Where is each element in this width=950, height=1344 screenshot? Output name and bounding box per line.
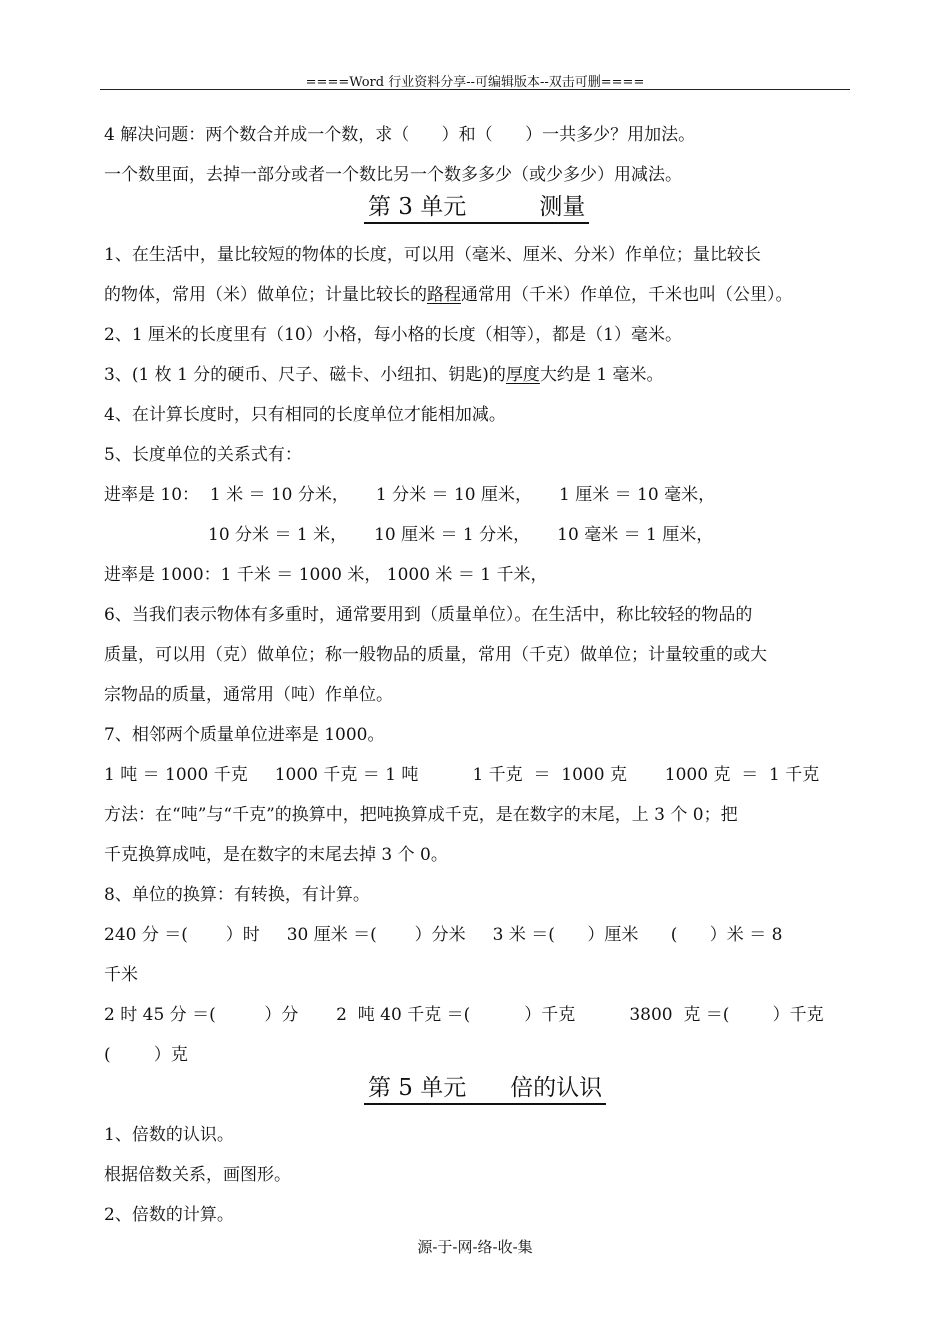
u3-line-2-part-a: 的物体，常用（米）做单位；计量比较长的 [104, 285, 427, 305]
u3-line-10: 6、当我们表示物体有多重时，通常要用到（质量单位）。在生活中，称比较轻的物品的 [104, 605, 753, 625]
u3-line-7: 进率是 10： 1 米 ＝ 10 分米， 1 分米 ＝ 10 厘米， 1 厘米 ＝ 10 毫米， [104, 485, 716, 505]
intro-line-2: 一个数里面，去掉一部分或者一个数比另一个数多多少（或少多少）用减法。 [104, 165, 682, 185]
u3-line-2-part-c: 通常用（千米）作单位，千米也叫（公里）。 [461, 285, 793, 305]
u3-line-16: 千克换算成吨，是在数字的末尾去掉 3 个 0。 [104, 845, 448, 865]
u3-line-4-part-a: 3、(1 枚 1 分的硬币、尺子、磁卡、小纽扣、钥匙)的 [104, 365, 506, 385]
u3-line-1: 1、在生活中，量比较短的物体的长度，可以用（毫米、厘米、分米）作单位；量比较长 [104, 245, 761, 265]
u3-line-3: 2、1 厘米的长度里有（10）小格，每小格的长度（相等），都是（1）毫米。 [104, 325, 682, 345]
underlined-term-houdu: 厚度 [505, 365, 540, 385]
u3-line-17: 8、单位的换算：有转换，有计算。 [104, 885, 370, 905]
u3-line-18: 240 分 ＝( ）时 30 厘米 ＝( ）分米 3 米 ＝( ）厘米 ( ）米 ＝ 8 [104, 925, 783, 945]
u3-line-4 [104, 364, 664, 386]
u3-line-5: 4、在计算长度时，只有相同的长度单位才能相加减。 [104, 405, 506, 425]
u3-line-11: 质量，可以用（克）做单位；称一般物品的质量，常用（千克）做单位；计量较重的或大 [104, 645, 767, 665]
header-rule [100, 89, 850, 90]
u3-line-19: 千米 [104, 965, 138, 985]
unit5-title: 第 5 单元 倍的认识 [364, 1074, 606, 1105]
u5-line-3: 2、倍数的计算。 [104, 1205, 234, 1225]
u3-line-14: 1 吨 ＝ 1000 千克 1000 千克 ＝ 1 吨 1 千克 ＝ 1000 克 1000 克 ＝ 1 千克 [104, 765, 820, 785]
u3-line-20: 2 时 45 分 ＝( ）分 2 吨 40 千克 ＝( ）千克 3800 克 ＝( ）千克 [104, 1005, 824, 1025]
u3-line-12: 宗物品的质量，通常用（吨）作单位。 [104, 685, 393, 705]
intro-line-1: 4 解决问题：两个数合并成一个数，求（ ）和（ ）一共多少？用加法。 [104, 125, 696, 145]
underlined-term-luchen: 路程 [427, 285, 461, 305]
u3-line-8: 10 分米 ＝ 1 米， 10 厘米 ＝ 1 分米， 10 毫米 ＝ 1 厘米， [208, 525, 714, 545]
u3-line-2 [104, 284, 793, 306]
u3-line-4-part-c: 大约是 1 毫米。 [539, 365, 664, 385]
u5-line-1: 1、倍数的认识。 [104, 1125, 234, 1145]
u3-line-13: 7、相邻两个质量单位进率是 1000。 [104, 725, 385, 745]
u3-line-9: 进率是 1000：1 千米 ＝ 1000 米， 1000 米 ＝ 1 千米， [104, 565, 548, 585]
unit3-title: 第 3 单元 测量 [364, 193, 589, 224]
u3-line-15: 方法：在“吨”与“千克”的换算中，把吨换算成千克，是在数字的末尾，上 3 个 0；把 [104, 805, 738, 825]
page-footer: 源-于-网-络-收-集 [417, 1238, 533, 1256]
u5-line-2: 根据倍数关系，画图形。 [104, 1165, 291, 1185]
u3-line-6: 5、长度单位的关系式有： [104, 445, 302, 465]
page-header: ====Word 行业资料分享--可编辑版本--双击可删==== [305, 75, 645, 90]
u3-line-21: ( ）克 [104, 1045, 188, 1065]
